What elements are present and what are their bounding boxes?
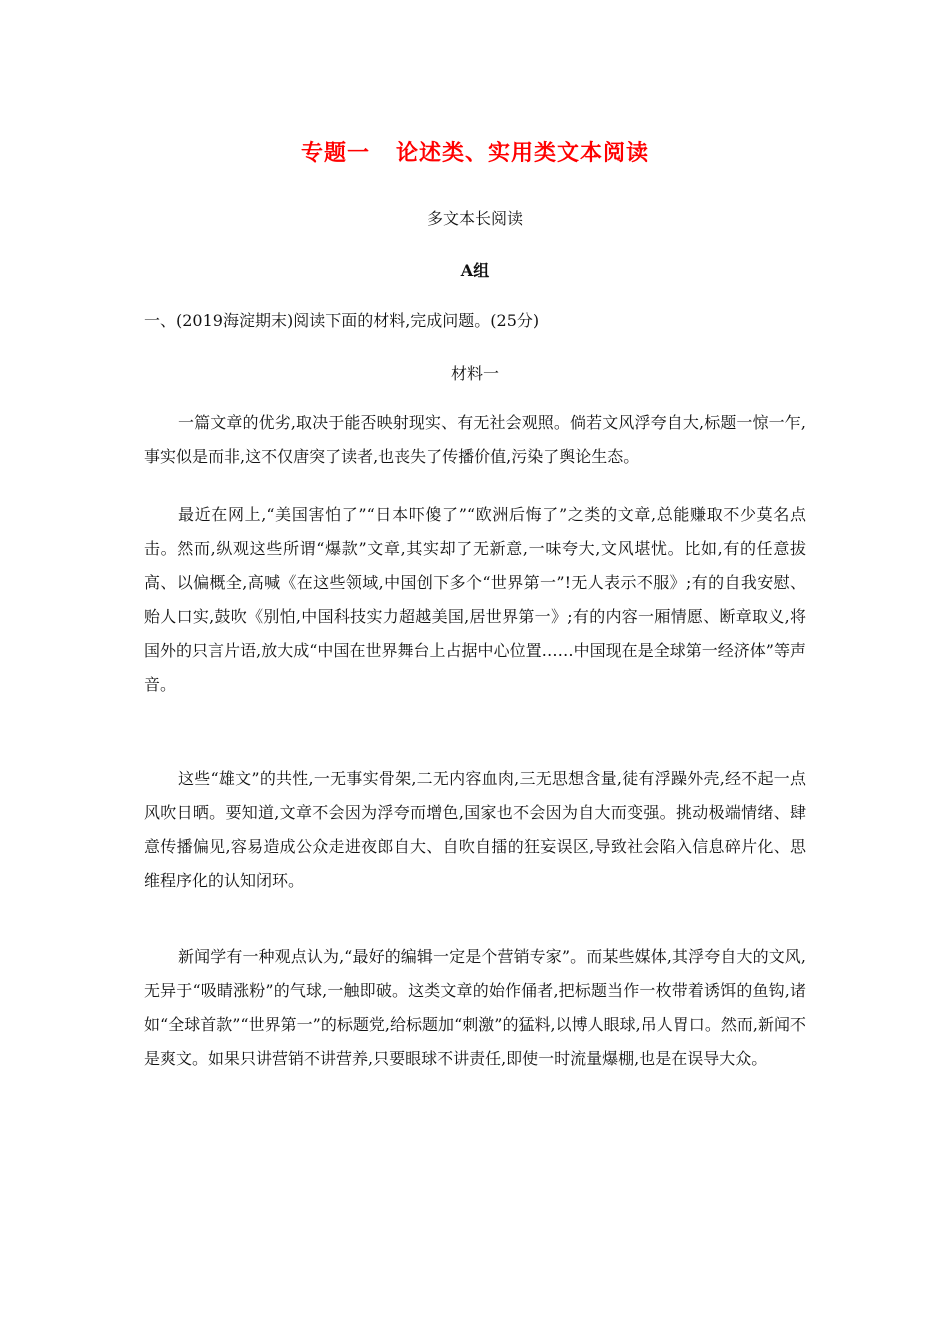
paragraph: 这些“雄文”的共性,一无事实骨架,二无内容血肉,三无思想含量,徒有浮躁外壳,经不起一点风吹日晒。要知道,文章不会因为浮夸而增色,国家也不会因为自大而变强。挑动极端情绪、肆意传播偏见,容易造成公众走进夜郎自大、自吹自擂的狂妄误区,导致社会陷入信息碎片化、思维程序化的认知闭环。: [144, 769, 806, 890]
group-label: A组: [460, 261, 490, 280]
paragraph: 最近在网上,“美国害怕了”“日本吓傻了”“欧洲后悔了”之类的文章,总能赚取不少莫名点击。然而,纵观这些所谓“爆款”文章,其实却了无新意,一味夸大,文风堪忧。比如,有的任意拔高、以偏概全,高喊《在这些领域,中国创下多个“世界第一”!无人表示不服》;有的自我安慰、贻人口实,鼓吹《别怕,中国科技实力超越美国,居世界第一》;有的内容一厢情愿、断章取义,将国外的只言片语,放大成“中国在世界舞台上占据中心位置……中国现在是全球第一经济体”等声音。: [144, 505, 806, 694]
document-title: [0, 136, 950, 167]
title-topic-number: 专题一: [300, 140, 370, 166]
title-topic-name: 论述类、实用类文本阅读: [396, 140, 650, 166]
paragraph: 新闻学有一种观点认为,“最好的编辑一定是个营销专家”。而某些媒体,其浮夸自大的文风,无异于“吸睛涨粉”的气球,一触即破。这类文章的始作俑者,把标题当作一枚带着诱饵的鱼钩,诸如“全球首款”“世界第一”的标题党,给标题加“刺激”的猛料,以博人眼球,吊人胃口。然而,新闻不是爽文。如果只讲营销不讲营养,只要眼球不讲责任,即使一时流量爆棚,也是在误导大众。: [144, 947, 806, 1068]
section-subtitle: 多文本长阅读: [426, 209, 523, 228]
material-label: 材料一: [450, 364, 499, 383]
paragraph: 一篇文章的优劣,取决于能否映射现实、有无社会观照。倘若文风浮夸自大,标题一惊一乍,事实似是而非,这不仅唐突了读者,也丧失了传播价值,污染了舆论生态。: [144, 413, 806, 466]
question-header: 一、(2019海淀期末)阅读下面的材料,完成问题。(25分): [144, 311, 540, 330]
